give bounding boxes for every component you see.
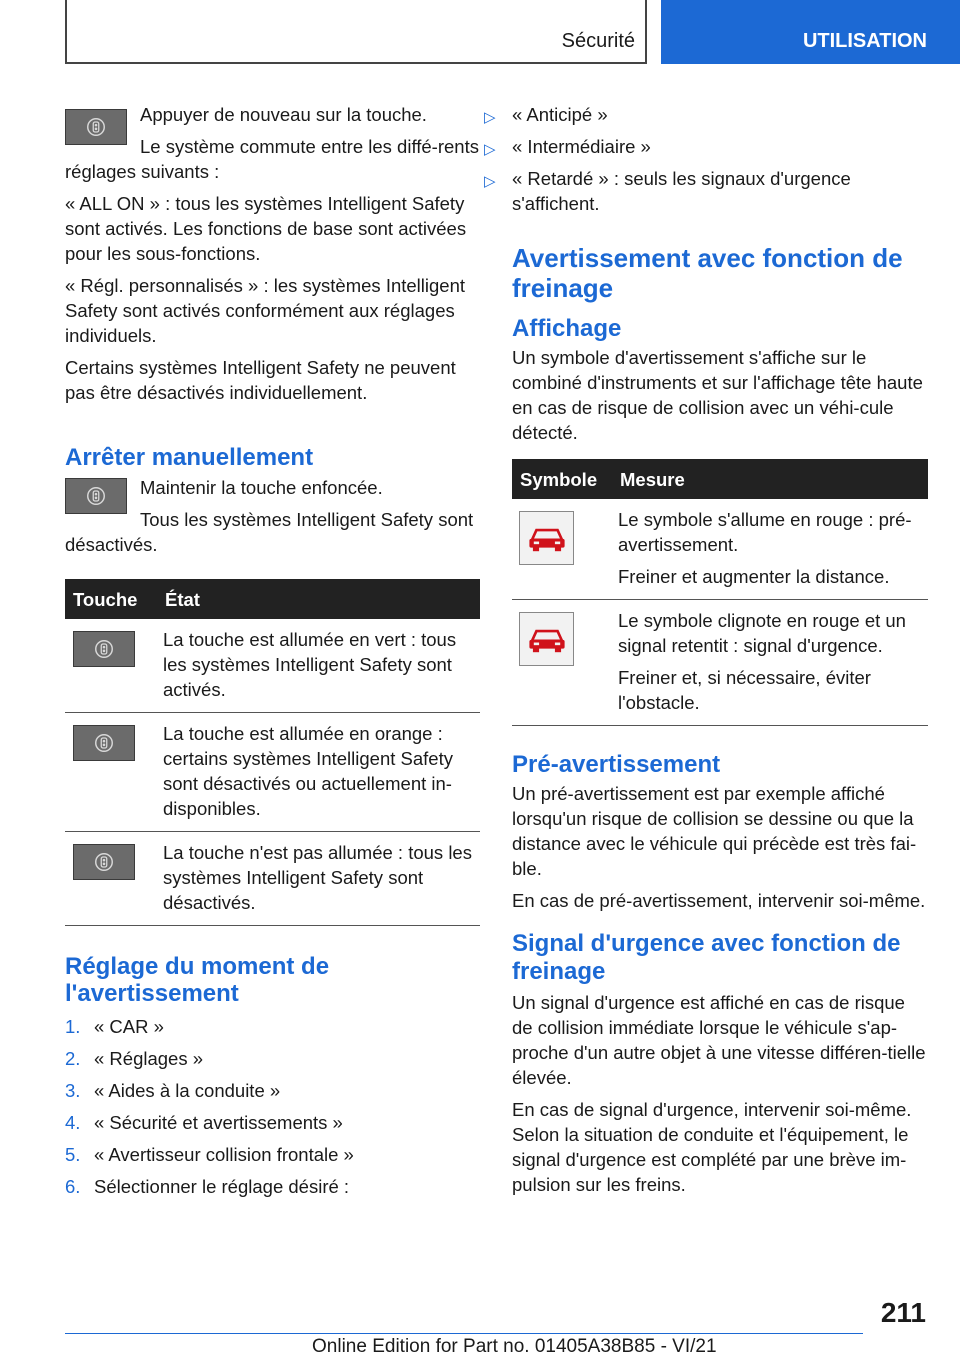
left-column (65, 102, 480, 1206)
table-header-key: Touche (65, 579, 157, 619)
display-text: Un symbole d'avertissement s'affiche sur le combiné d'instruments et sur l'affichage tête haute en cas de risque de collision avec un véhi-cule détecté. (512, 347, 923, 443)
measure-text: Le symbole clignote en rouge et un signal retentit : signal d'urgence. (618, 610, 906, 656)
prewarning-action-text: En cas de pré-avertissement, intervenir soi-même. (512, 890, 926, 911)
press-again-text: Appuyer de nouveau sur la touche. (140, 104, 427, 125)
list-item: 1. « CAR » (65, 1016, 164, 1037)
footer-divider (65, 1333, 863, 1334)
settings-steps (65, 1014, 480, 1199)
list-item: ▷ « Anticipé » (454, 102, 928, 127)
list-item: 5. « Avertisseur collision frontale » (65, 1144, 354, 1165)
right-column (484, 102, 928, 1204)
list-item: 2. « Réglages » (65, 1048, 204, 1069)
triangle-bullet-icon: ▷ (484, 173, 496, 190)
emergency-action-text: En cas de signal d'urgence, intervenir soi-même. Selon la situation de conduite et l'équipement, le signal d'urgence est complété par une brève im-pulsion sur les freins. (512, 1099, 912, 1195)
list-item: 3. « Aides à la conduite » (65, 1080, 281, 1101)
measure-text: Freiner et augmenter la distance. (618, 566, 890, 587)
key-state-table (65, 579, 480, 926)
list-item: 6. Sélectionner le réglage désiré : (65, 1176, 350, 1197)
key-instruction (65, 102, 480, 152)
emergency-text: Un signal d'urgence est affiché en cas de risque de collision immédiate lorsque le véhicule s'ap-proche d'un autre objet à une vitesse différen-tielle élevée. (512, 992, 926, 1088)
heading-warning-braking: Avertissement avec fonction de freinage (512, 243, 903, 303)
heading-manual-off: Arrêter manuellement (65, 444, 314, 471)
collision-warning-car-icon (519, 511, 574, 565)
table-header-symbol: Symbole (512, 459, 612, 499)
table-row (65, 619, 480, 713)
certain-systems-text: Certains systèmes Intelligent Safety ne peuvent pas être désactivés individuellement. (65, 357, 456, 403)
symbol-measure-table (512, 459, 928, 726)
mode-cycle-text: Le système commute entre les diffé-rents réglages suivants : (65, 136, 479, 182)
intelligent-safety-key-icon (65, 109, 127, 145)
list-item: 4. « Sécurité et avertissements » (65, 1112, 343, 1133)
custom-settings-text: « Régl. personnalisés » : les systèmes Intelligent Safety sont activés conformément aux réglages individuels. (65, 275, 466, 346)
heading-emergency-signal: Signal d'urgence avec fonction de freinage (512, 930, 901, 985)
heading-display: Affichage (512, 315, 622, 342)
measure-text: Le symbole s'allume en rouge : pré-avertissement. (618, 509, 912, 555)
key-off-icon (73, 844, 135, 880)
state-text: La touche n'est pas allumée : tous les systèmes Intelligent Safety sont désactivés. (163, 842, 472, 913)
list-item: ▷ « Retardé » : seuls les signaux d'urgence s'affichent. (484, 168, 851, 214)
list-item: ▷ « Intermédiaire » (454, 134, 928, 159)
timing-options (454, 102, 928, 216)
triangle-bullet-icon: ▷ (484, 141, 496, 158)
heading-warning-timing: Réglage du moment de l'avertissement (65, 953, 330, 1007)
key-instruction-manual (65, 475, 480, 525)
table-row (512, 600, 928, 726)
all-off-text: Tous les systèmes Intelligent Safety sont désactivés. (65, 509, 474, 555)
page-number: 211 (880, 1297, 926, 1328)
table-header-state: État (157, 579, 480, 619)
header-frame (65, 0, 647, 64)
state-text: La touche est allumée en vert : tous les systèmes Intelligent Safety sont activés. (163, 629, 457, 700)
section-title: Sécurité (561, 30, 635, 52)
heading-prewarning: Pré-avertissement (512, 751, 721, 778)
table-row (65, 713, 480, 832)
key-green-icon (73, 631, 135, 667)
intelligent-safety-key-icon (65, 478, 127, 514)
table-header-measure: Mesure (612, 459, 928, 499)
hold-key-text: Maintenir la touche enfoncée. (140, 477, 383, 498)
prewarning-text: Un pré-avertissement est par exemple affiché lorsqu'un risque de collision se dessine ou que la distance avec le véhicule qui précède est très fai-ble. (512, 783, 917, 879)
triangle-bullet-icon: ▷ (484, 109, 496, 126)
measure-text: Freiner et, si nécessaire, éviter l'obstacle. (618, 667, 871, 713)
table-row (512, 499, 928, 600)
chapter-tab[interactable]: UTILISATION (661, 0, 960, 64)
collision-warning-car-icon (519, 612, 574, 666)
all-on-text: « ALL ON » : tous les systèmes Intelligent Safety sont activés. Les fonctions de base sont activées pour les sous-fonctions. (65, 193, 467, 264)
table-row (65, 832, 480, 926)
state-text: La touche est allumée en orange : certains systèmes Intelligent Safety sont désactivés ou actuellement in-disponibles. (163, 723, 453, 819)
footer-edition: Online Edition for Part no. 01405A38B85 - VI/21 (312, 1336, 717, 1357)
key-orange-icon (73, 725, 135, 761)
